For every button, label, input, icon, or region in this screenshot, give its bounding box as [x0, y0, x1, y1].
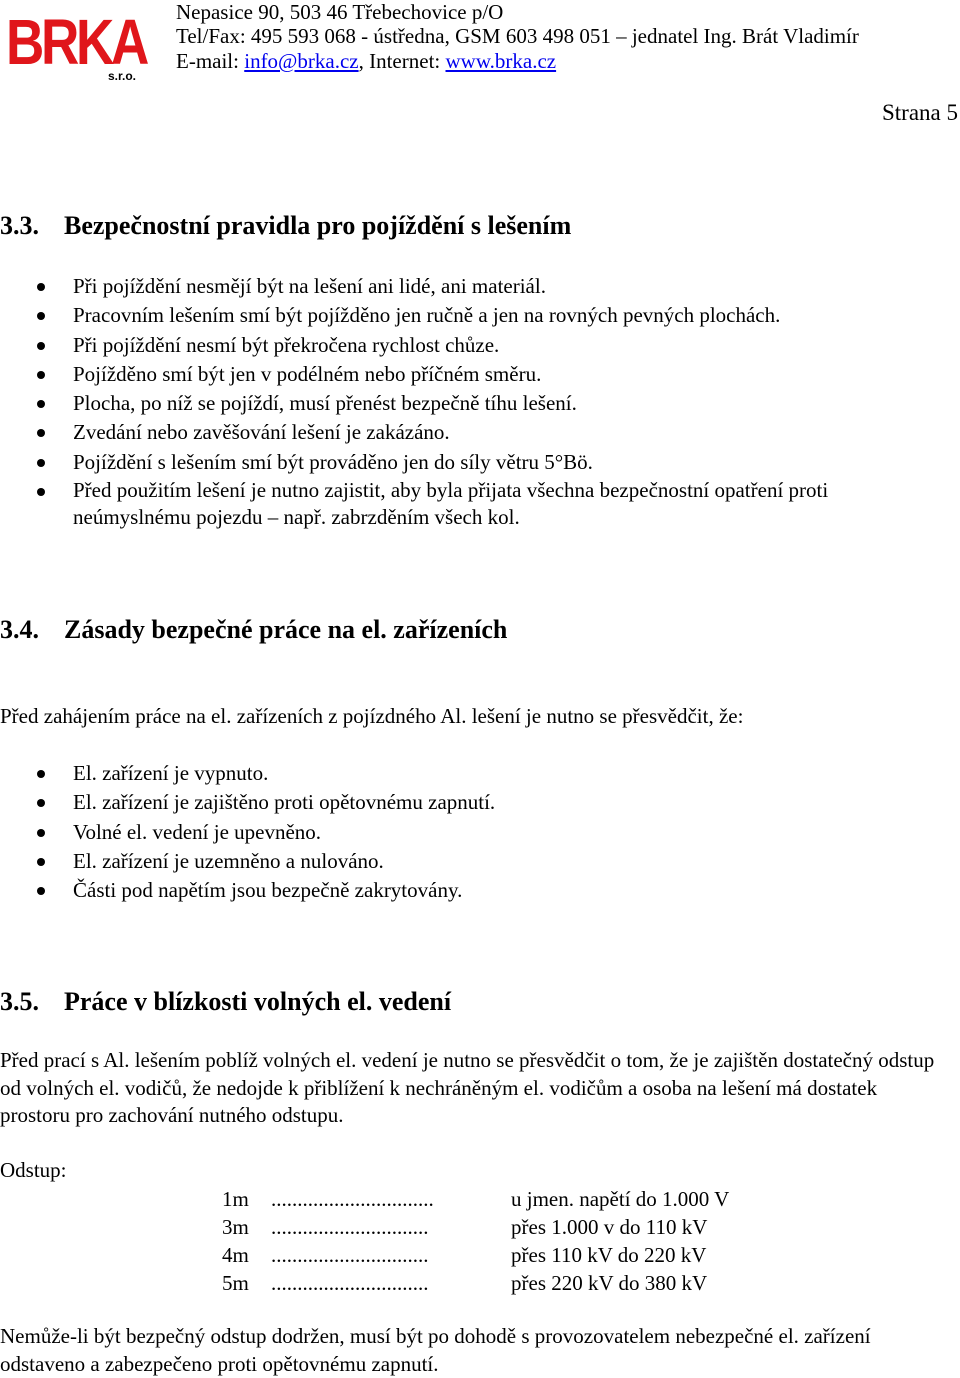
list-item: Pracovním lešením smí být pojížděno jen ručně a jen na rovných pevných plochách.	[0, 301, 893, 330]
list-item: Při pojíždění nesmějí být na lešení ani lidé, ani materiál.	[0, 272, 893, 301]
s34-intro: Před zahájením práce na el. zařízeních z pojízdného Al. lešení je nutno se přesvědčit, že:	[0, 704, 744, 728]
list-item: El. zařízení je uzemněno a nulováno.	[0, 847, 495, 876]
bullet-icon	[37, 799, 45, 807]
section-3-5-heading	[0, 987, 451, 1017]
section-number: 3.5.	[0, 987, 39, 1016]
s35-closing: Nemůže-li být bezpečný odstup dodržen, musí být po dohodě s provozovatelem nebezpečné el. zařízení odstaveno a zabezpečeno proti opětovnému zapnutí.	[0, 1324, 871, 1376]
list-item: El. zařízení je zajištěno proti opětovnému zapnutí.	[0, 788, 495, 817]
logo-text: BRKA	[6, 6, 149, 78]
bullet-icon	[37, 400, 45, 408]
list-item: Pojíždění s lešením smí být prováděno jen do síly větru 5°Bö.	[0, 448, 893, 477]
email-link[interactable]: info@brka.cz	[244, 49, 359, 73]
section-number: 3.4.	[0, 615, 39, 644]
s33-list	[0, 272, 893, 531]
section-3-4-heading	[0, 615, 507, 645]
list-item: El. zařízení je vypnuto.	[0, 759, 495, 788]
list-item: Části pod napětím jsou bezpečně zakrytovány.	[0, 876, 495, 905]
page-number: Strana 5	[881, 100, 958, 125]
bullet-icon	[37, 312, 45, 320]
section-title: Bezpečnostní pravidla pro pojíždění s lešením	[64, 211, 572, 240]
odstup-label: Odstup:	[0, 1158, 67, 1182]
header-phone: Tel/Fax: 495 593 068 - ústředna, GSM 603 498 051 – jednatel Ing. Brát Vladimír	[176, 24, 859, 48]
bullet-icon	[37, 858, 45, 866]
bullet-icon	[37, 283, 45, 291]
bullet-icon	[37, 371, 45, 379]
bullet-icon	[37, 429, 45, 437]
section-title: Práce v blízkosti volných el. vedení	[64, 987, 452, 1016]
internet-label: , Internet:	[358, 49, 446, 73]
bullet-icon	[37, 488, 45, 496]
header-contact	[176, 48, 556, 74]
list-item: Pojížděno smí být jen v podélném nebo příčném směru.	[0, 360, 893, 389]
section-title: Zásady bezpečné práce na el. zařízeních	[64, 615, 508, 644]
bullet-icon	[37, 459, 45, 467]
s35-paragraph: Před prací s Al. lešením poblíž volných el. vedení je nutno se přesvědčit o tom, že je zajištěn dostatečný odstup od volných el. vodičů, že nedojde k přiblížení k nechráněným el. vodičům a osoba na lešení má dostatek prostoru pro zachování nutného odstupu.	[0, 1048, 935, 1127]
bullet-icon	[37, 770, 45, 778]
bullet-icon	[37, 342, 45, 350]
list-item: Zvedání nebo zavěšování lešení je zakázáno.	[0, 418, 893, 447]
section-number: 3.3.	[0, 211, 39, 240]
website-link[interactable]: www.brka.cz	[445, 49, 557, 73]
list-item: Volné el. vedení je upevněno.	[0, 818, 495, 847]
list-item: Před použitím lešení je nutno zajistit, aby byla přijata všechna bezpečnostní opatření proti neúmyslnému pojezdu – např. zabrzděním všech kol.	[0, 477, 893, 531]
email-label: E-mail:	[176, 49, 245, 73]
section-3-3-heading	[0, 211, 571, 241]
bullet-icon	[37, 887, 45, 895]
logo-subtext: s.r.o.	[108, 69, 137, 82]
s34-list	[0, 759, 495, 905]
header-address: Nepasice 90, 503 46 Třebechovice p/O	[176, 0, 504, 24]
list-item: Plocha, po níž se pojíždí, musí přenést bezpečně tíhu lešení.	[0, 389, 893, 418]
list-item: Při pojíždění nesmí být překročena rychlost chůze.	[0, 331, 893, 360]
brka-logo	[4, 4, 150, 82]
bullet-icon	[37, 829, 45, 837]
